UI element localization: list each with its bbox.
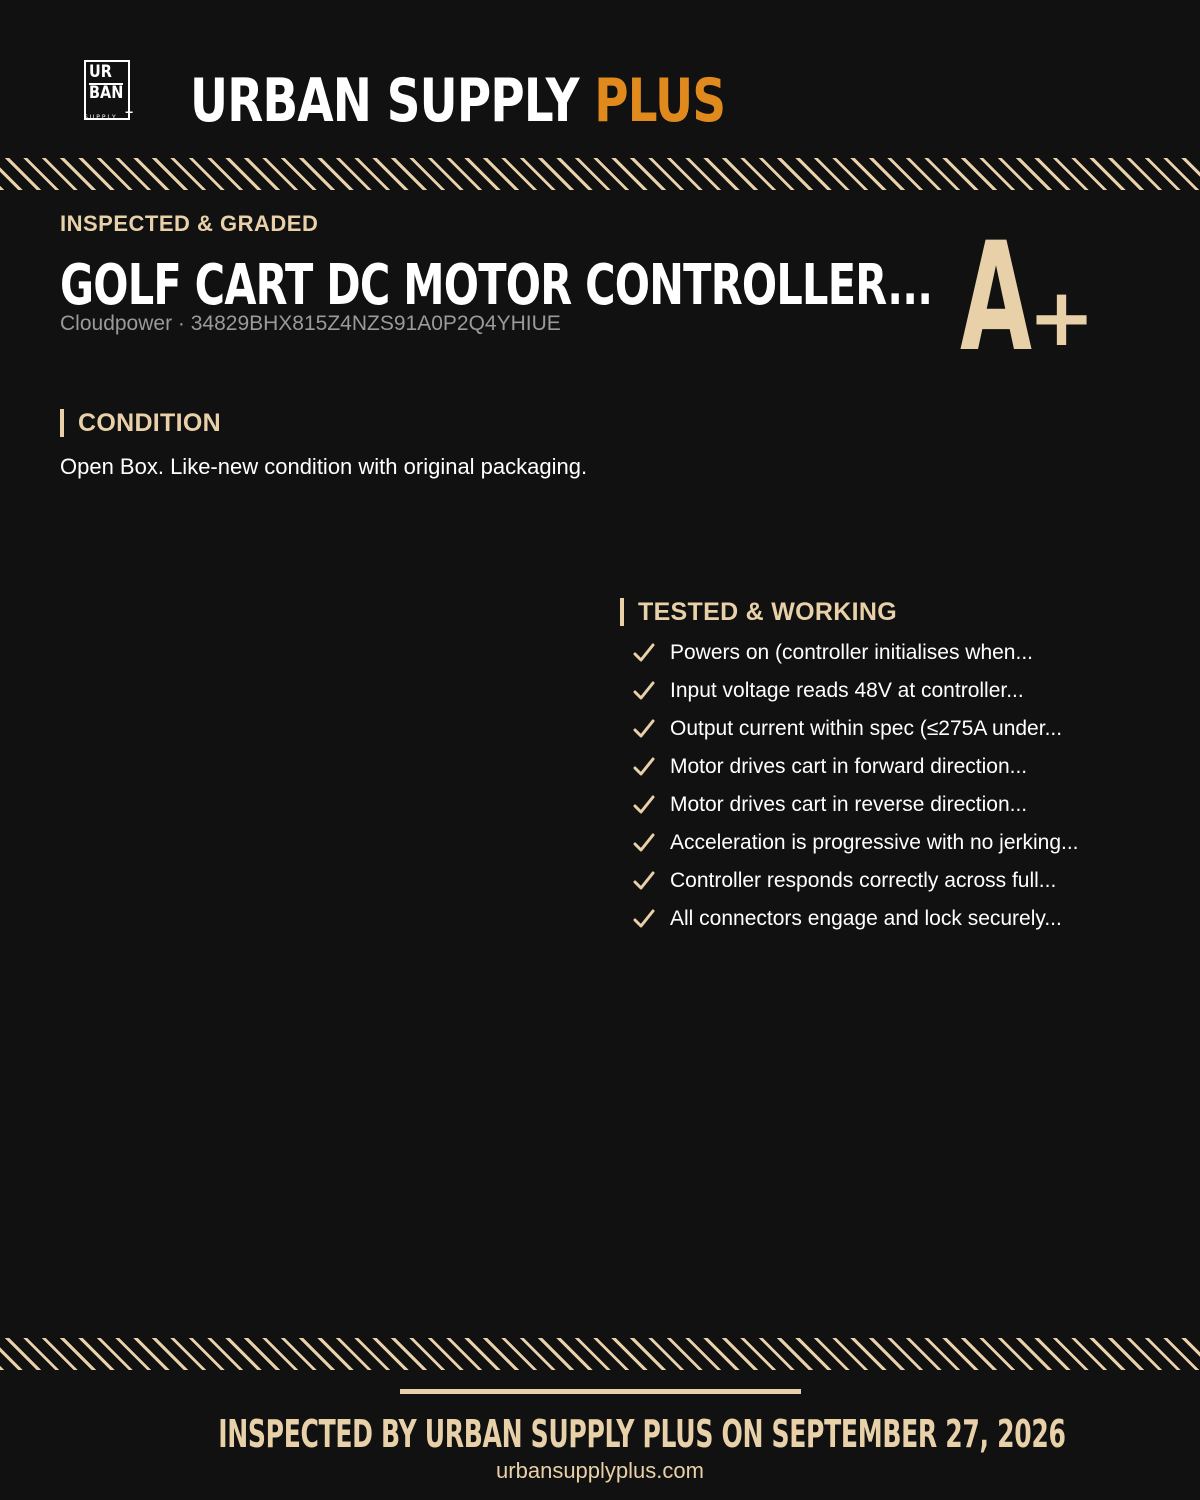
hazard-stripe-bottom (0, 1338, 1200, 1370)
list-item (632, 748, 1079, 786)
check-icon (632, 641, 656, 665)
list-item (632, 862, 1079, 900)
condition-text: Open Box. Like-new condition with original packaging. (60, 454, 588, 479)
product-subtitle: Cloudpower · 34829BHX815Z4NZS91A0P2Q4YHIUE (60, 312, 561, 335)
logo-plus: + (125, 104, 134, 120)
list-item-label: Motor drives cart in forward direction... (670, 755, 1028, 778)
brand-name (190, 66, 725, 136)
list-item-label: Input voltage reads 48V at controller... (670, 679, 1024, 702)
list-item-label: Powers on (controller initialises when... (670, 641, 1033, 664)
footer-inspected-text: INSPECTED BY URBAN SUPPLY PLUS ON SEPTEMBER 27, 2026 (218, 1412, 1066, 1456)
list-item (632, 672, 1079, 710)
brand-name-accent: PLUS (594, 66, 726, 136)
check-icon (632, 755, 656, 779)
check-icon (632, 907, 656, 931)
list-item-label: Motor drives cart in reverse direction... (670, 793, 1028, 816)
hazard-stripe-top (0, 158, 1200, 190)
logo-small-text: SUPPLY (84, 114, 118, 121)
tested-checklist (632, 634, 1079, 938)
eyebrow-label: INSPECTED & GRADED (60, 211, 319, 236)
check-icon (632, 831, 656, 855)
list-item-label: Controller responds correctly across full... (670, 869, 1057, 892)
check-icon (632, 717, 656, 741)
footer-inspected (0, 1412, 1200, 1456)
check-icon (632, 679, 656, 703)
check-icon (632, 869, 656, 893)
footer-url: urbansupplyplus.com (496, 1458, 704, 1483)
header (0, 0, 1200, 160)
product-title: GOLF CART DC MOTOR CONTROLLER... (60, 253, 933, 318)
logo-line-1: UR (89, 62, 112, 82)
list-item-label: All connectors engage and lock securely... (670, 907, 1062, 930)
condition-heading: CONDITION (60, 409, 221, 437)
brand-name-main: URBAN SUPPLY (190, 66, 595, 136)
tested-heading: TESTED & WORKING (620, 598, 897, 626)
list-item (632, 710, 1079, 748)
brand-logo (84, 60, 130, 120)
grade-letter: A (960, 211, 1030, 385)
check-icon (632, 793, 656, 817)
grade-plus: + (1028, 271, 1096, 364)
list-item-label: Acceleration is progressive with no jerking... (670, 831, 1079, 854)
list-item (632, 634, 1079, 672)
list-item (632, 900, 1079, 938)
footer-divider (400, 1389, 801, 1394)
list-item-label: Output current within spec (≤275A under... (670, 717, 1063, 740)
list-item (632, 786, 1079, 824)
logo-line-2: BAN (89, 83, 124, 103)
list-item (632, 824, 1079, 862)
